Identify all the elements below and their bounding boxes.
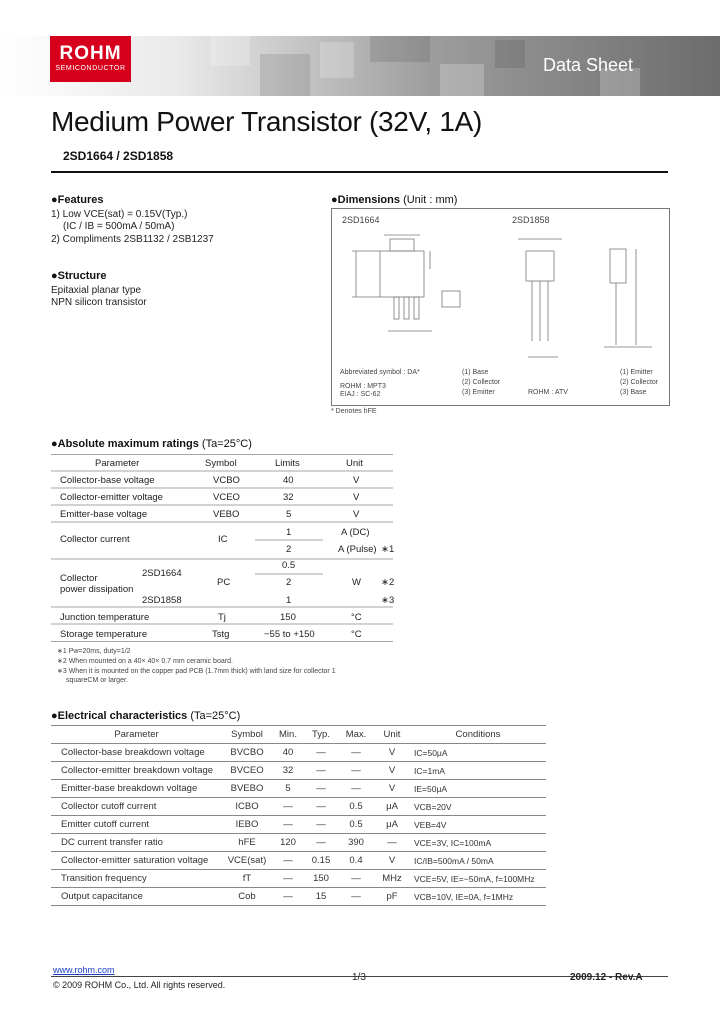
abs-max-unit: V (353, 492, 360, 503)
abs-max-param: power dissipation (60, 584, 134, 595)
dim-left-pin: (1) Base (462, 369, 489, 376)
table-cell: — (283, 873, 293, 884)
table-cell: BVEBO (230, 783, 264, 794)
table-cell: — (351, 747, 361, 758)
abs-max-header: Limits (275, 458, 300, 469)
table-cell: — (316, 783, 326, 794)
abs-max-symbol: Tstg (212, 629, 230, 640)
table-cell: 120 (280, 837, 296, 848)
table-cell: VCE(sat) (227, 855, 267, 866)
structure-line: Epitaxial planar type (51, 285, 142, 296)
col-header: Min. (279, 729, 297, 740)
dim-right-pin: (2) Collector (620, 379, 659, 386)
abs-max-symbol: VCBO (213, 475, 240, 486)
abs-max-header: Unit (346, 458, 363, 469)
abs-max-header: Parameter (95, 458, 140, 469)
col-header: Conditions (455, 729, 501, 740)
table-cell: DC current transfer ratio (61, 837, 163, 848)
table-cell: IC=1mA (414, 765, 445, 776)
dim-left-pin: (2) Collector (462, 379, 501, 386)
page-title: Medium Power Transistor (32V, 1A) (51, 106, 483, 137)
table-cell: V (388, 747, 396, 758)
abs-max-param: Storage temperature (60, 629, 148, 640)
abs-max-limit: 40 (283, 475, 294, 486)
table-header-row (51, 726, 546, 744)
table-cell: — (387, 837, 397, 848)
abs-max-param: Collector-base voltage (60, 475, 155, 486)
doc-type: Data Sheet (543, 55, 634, 75)
electrical-cond: (Ta=25°C) (190, 710, 241, 722)
table-cell: BVCEO (230, 765, 264, 776)
electrical-table (51, 725, 546, 906)
table-cell: MHz (382, 873, 402, 884)
table-row (51, 870, 546, 888)
table-cell: Collector-emitter breakdown voltage (61, 765, 214, 776)
table-cell: 0.5 (349, 801, 363, 812)
table-cell: Output capacitance (61, 891, 143, 902)
table-row (51, 780, 546, 798)
structure-line: NPN silicon transistor (51, 297, 147, 308)
abs-max-limit: 1 (286, 527, 292, 538)
table-cell: Emitter-base breakdown voltage (61, 783, 198, 794)
abs-max-unit: °C (351, 612, 362, 623)
abs-max-unit: A (DC) (341, 527, 370, 538)
copyright: © 2009 ROHM Co., Ltd. All rights reserved. (53, 980, 226, 990)
dim-note: * Denotes hFE (331, 408, 377, 415)
table-cell: 390 (348, 837, 364, 848)
abs-max-note: ∗2 When mounted on a 40× 40× 0.7 mm ceramic board. (57, 658, 233, 665)
table-cell: hFE (238, 837, 256, 848)
table-row (51, 798, 546, 816)
table-cell: — (283, 855, 293, 866)
table-cell: Transition frequency (61, 873, 147, 884)
col-header: Parameter (114, 729, 159, 740)
table-cell: 0.15 (311, 855, 331, 866)
table-cell: VCB=10V, IE=0A, f=1MHz (414, 891, 514, 902)
table-cell: IE=50μA (414, 783, 448, 794)
table-cell: V (388, 783, 396, 794)
abs-max-symbol: Tj (218, 612, 226, 623)
table-cell: 40 (282, 747, 294, 758)
abs-max-symbol: IC (218, 534, 228, 545)
dimensions-unit: (Unit : mm) (403, 194, 458, 206)
table-cell: — (316, 747, 326, 758)
feature-line: 2) Compliments 2SB1132 / 2SB1237 (51, 234, 214, 245)
table-cell: 5 (285, 783, 291, 794)
abs-max-note: ∗1 Pw=20ms, duty=1/2 (57, 648, 131, 655)
table-row (51, 834, 546, 852)
col-header: Unit (383, 729, 401, 740)
table-cell: IC/IB=500mA / 50mA (414, 855, 494, 866)
table-cell: 32 (282, 765, 294, 776)
table-cell: VCB=20V (414, 801, 452, 812)
abs-max-symbol: PC (217, 577, 231, 588)
feature-line: (IC / IB = 500mA / 50mA) (63, 221, 175, 232)
table-cell: — (283, 801, 293, 812)
table-cell: μA (386, 819, 398, 830)
electrical-heading (51, 710, 240, 722)
dim-right-pin: (3) Base (620, 389, 647, 396)
rohm-logo (50, 36, 131, 82)
table-cell: V (388, 855, 396, 866)
abs-max-limit: 2 (286, 544, 292, 555)
logo-text: ROHM (59, 43, 122, 64)
table-cell: — (351, 891, 361, 902)
abs-max-unit: V (353, 509, 360, 520)
table-cell: 0.4 (349, 855, 363, 866)
abs-max-note-ref: ∗2 (381, 577, 395, 588)
abs-max-param: Junction temperature (60, 612, 150, 623)
table-cell: — (316, 837, 326, 848)
table-cell: Cob (238, 891, 256, 902)
abs-max-limit: −55 to +150 (264, 629, 315, 640)
table-cell: V (388, 765, 396, 776)
rohm-website-link[interactable]: www.rohm.com (53, 965, 115, 975)
table-cell: VCE=3V, IC=100mA (414, 837, 492, 848)
table-cell: fT (242, 873, 252, 884)
dim-right-pkg: ROHM : ATV (528, 389, 568, 396)
abs-max-subpart: 2SD1664 (142, 568, 182, 579)
col-header: Symbol (231, 729, 263, 740)
dimensions-drawing-box (331, 208, 670, 406)
table-cell: — (351, 873, 361, 884)
feature-line: 1) Low VCE(sat) = 0.15V(Typ.) (51, 209, 188, 220)
dim-left-pkg: ROHM : MPT3 (340, 383, 386, 390)
table-row (51, 762, 546, 780)
abs-max-limit: 5 (286, 509, 292, 520)
dim-left-part: 2SD1664 (342, 215, 380, 225)
table-cell: 150 (313, 873, 329, 884)
col-header: Typ. (312, 729, 330, 740)
table-cell: BVCBO (230, 747, 264, 758)
table-cell: μA (386, 801, 398, 812)
dim-right-pin: (1) Emitter (620, 369, 653, 376)
dim-left-pkg: EIAJ : SC-62 (340, 391, 381, 398)
table-cell: — (283, 891, 293, 902)
table-cell: pF (386, 891, 398, 902)
table-cell: — (316, 765, 326, 776)
title-divider (51, 171, 668, 173)
table-cell: — (316, 801, 326, 812)
abs-max-unit: °C (351, 629, 362, 640)
table-cell: — (316, 819, 326, 830)
table-cell: — (351, 783, 361, 794)
revision: 2009.12 - Rev.A (570, 972, 643, 983)
abs-max-limit: 150 (280, 612, 296, 623)
abs-max-heading (51, 438, 252, 450)
table-cell: 0.5 (349, 819, 363, 830)
col-header: Max. (345, 729, 367, 740)
abs-max-symbol: VEBO (213, 509, 240, 520)
abs-max-unit: A (Pulse) (338, 544, 377, 555)
table-cell: VEB=4V (414, 819, 447, 830)
abs-max-unit: W (352, 577, 361, 588)
table-cell: Collector cutoff current (61, 801, 157, 812)
electrical-body (51, 744, 546, 906)
table-cell: 15 (315, 891, 327, 902)
table-cell: IC=50μA (414, 747, 448, 758)
table-cell: — (351, 765, 361, 776)
dim-right-part: 2SD1858 (512, 215, 550, 225)
abs-max-param: Collector (60, 573, 98, 584)
abs-max-cond: (Ta=25°C) (201, 438, 252, 450)
table-cell: — (283, 819, 293, 830)
abs-max-limit: 2 (286, 577, 292, 588)
table-cell: Collector-base breakdown voltage (61, 747, 205, 758)
table-cell: VCE=5V, IE=−50mA, f=100MHz (414, 873, 535, 884)
abs-max-param: Collector-emitter voltage (60, 492, 163, 503)
table-row (51, 744, 546, 762)
abs-max-limit: 1 (286, 595, 292, 606)
abs-max-unit: V (353, 475, 360, 486)
abs-max-header: Symbol (205, 458, 237, 469)
abs-max-note-ref: ∗1 (381, 544, 395, 555)
electrical-title: ●Electrical characteristics (51, 710, 188, 722)
abs-max-subpart: 2SD1858 (142, 595, 182, 606)
abs-max-title: ●Absolute maximum ratings (51, 438, 199, 450)
dim-left-pin: (3) Emitter (462, 389, 495, 396)
table-cell: ICBO (235, 801, 259, 812)
dim-abbrev: Abbreviated symbol : DA* (340, 369, 420, 376)
abs-max-note: squareCM or larger. (66, 677, 128, 684)
abs-max-param: Collector current (60, 534, 130, 545)
abs-max-limit: 32 (283, 492, 294, 503)
table-cell: Emitter cutoff current (61, 819, 149, 830)
abs-max-limit: 0.5 (282, 560, 296, 571)
abs-max-param: Emitter-base voltage (60, 509, 148, 520)
table-row (51, 816, 546, 834)
abs-max-note: ∗3 When it is mounted on the copper pad PCB (1.7mm thick) with land size for collector 1 (57, 668, 336, 675)
table-row (51, 888, 546, 906)
dimensions-title: ●Dimensions (331, 194, 400, 206)
features-heading: ●Features (51, 194, 104, 206)
page-number: 1/3 (352, 972, 366, 983)
dimensions-heading (331, 194, 457, 206)
table-cell: Collector-emitter saturation voltage (61, 855, 209, 866)
abs-max-symbol: VCEO (213, 492, 240, 503)
structure-heading: ●Structure (51, 270, 107, 282)
part-numbers: 2SD1664 / 2SD1858 (63, 149, 174, 163)
logo-subtext: SEMICONDUCTOR (55, 65, 126, 72)
table-cell: IEBO (235, 819, 259, 830)
abs-max-note-ref: ∗3 (381, 595, 395, 606)
table-row (51, 852, 546, 870)
